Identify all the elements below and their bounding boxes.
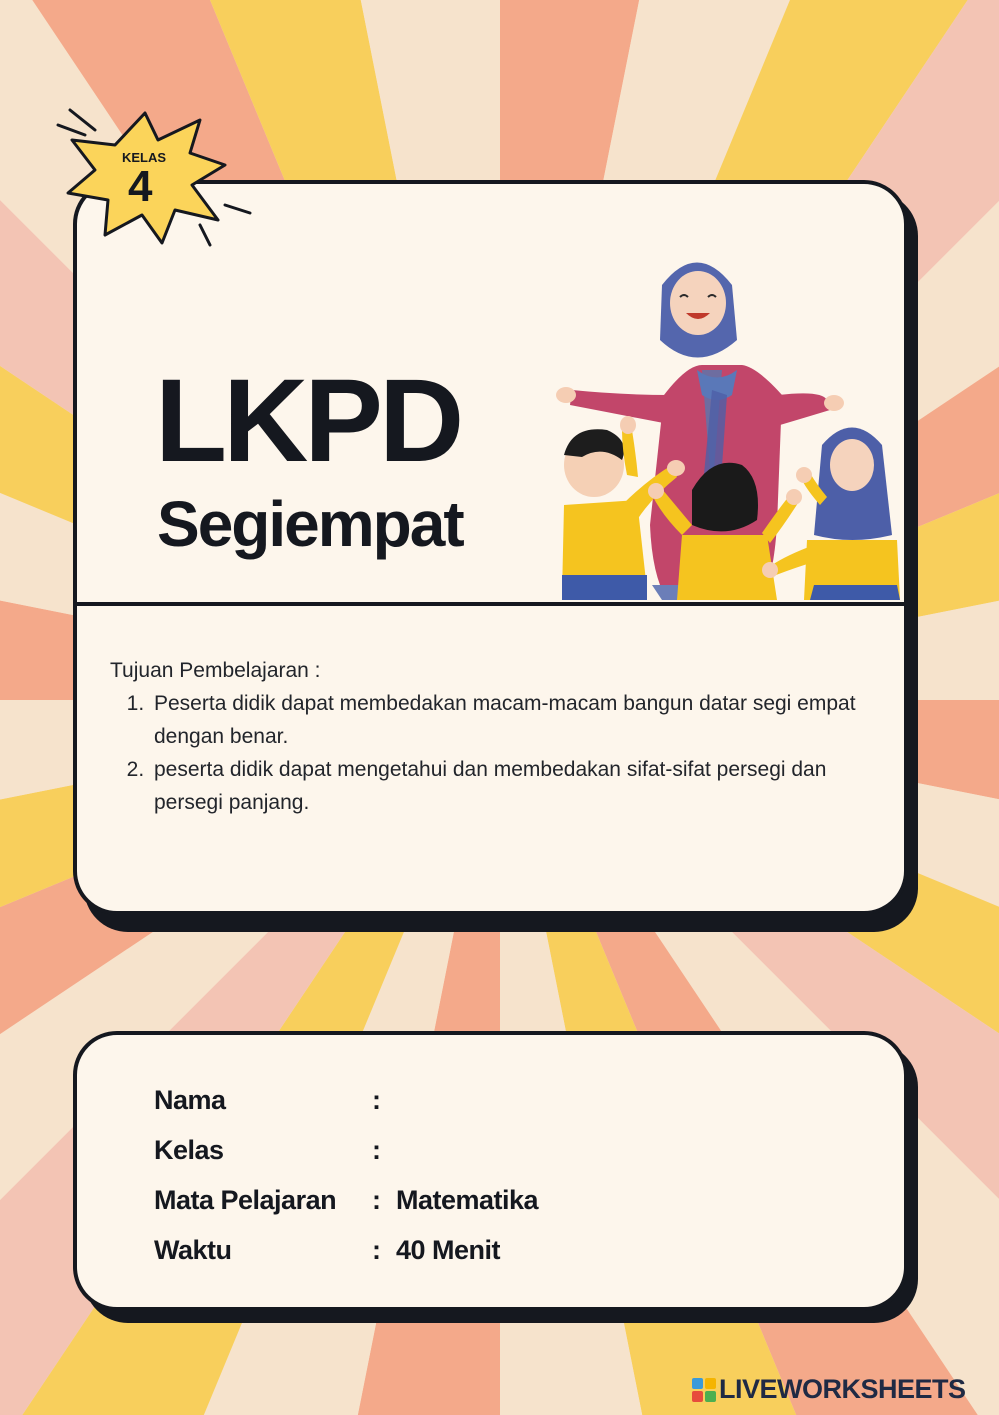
page-subtitle: Segiempat — [157, 488, 463, 560]
learning-goal-item: 2. peserta didik dapat mengetahui dan membedakan sifat-sifat persegi dan persegi panjang. — [150, 753, 880, 819]
info-separator: : — [372, 1184, 381, 1215]
info-value-waktu: 40 Menit — [396, 1234, 501, 1265]
info-value-mata-pelajaran: Matematika — [396, 1184, 539, 1215]
learning-goal-item: 1. Peserta didik dapat membedakan macam-macam bangun datar segi empat dengan benar. — [150, 687, 880, 753]
info-row-mata-pelajaran — [154, 1175, 538, 1225]
badge-label: KELAS — [122, 150, 167, 165]
info-label: Nama — [154, 1084, 226, 1115]
page-title: LKPD — [155, 355, 461, 487]
liveworksheets-brand[interactable] — [692, 1374, 966, 1405]
teacher-with-children-illustration — [552, 245, 902, 600]
info-separator: : — [372, 1084, 381, 1115]
info-row-waktu — [154, 1225, 538, 1275]
info-label: Waktu — [154, 1234, 232, 1265]
card-divider — [77, 602, 904, 606]
brand-text: LIVEWORKSHEETS — [719, 1374, 966, 1404]
info-label: Mata Pelajaran — [154, 1184, 337, 1215]
info-row-kelas — [154, 1125, 538, 1175]
info-separator: : — [372, 1234, 381, 1265]
student-info-card — [73, 1031, 908, 1311]
student-info-table — [154, 1075, 538, 1275]
learning-goals — [110, 654, 880, 819]
learning-goals-heading: Tujuan Pembelajaran : — [110, 659, 321, 682]
badge-number: 4 — [128, 162, 153, 211]
liveworksheets-logo-icon — [692, 1378, 716, 1402]
info-row-nama — [154, 1075, 538, 1125]
info-separator: : — [372, 1134, 381, 1165]
class-badge-star-icon — [50, 105, 260, 255]
info-label: Kelas — [154, 1134, 224, 1165]
